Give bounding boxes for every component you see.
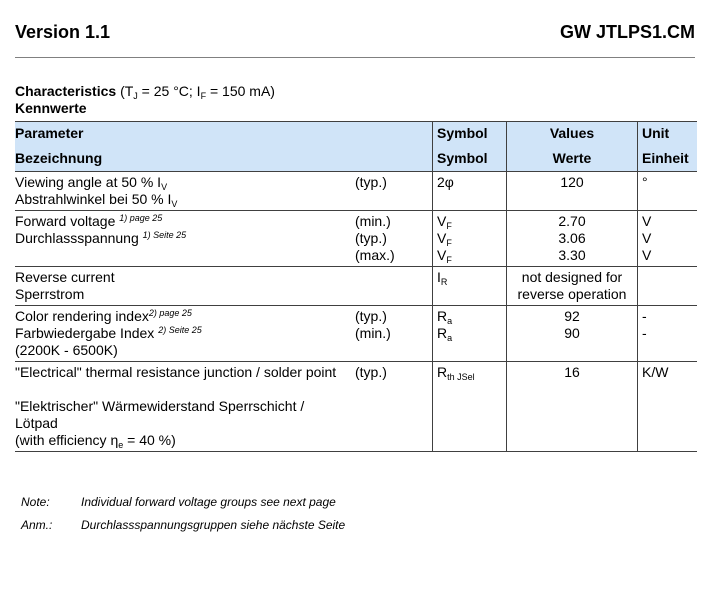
spacer [15, 381, 355, 398]
note-text: Individual forward voltage groups see next page [81, 495, 336, 509]
header-parameter [15, 122, 433, 172]
sub: F [446, 238, 452, 248]
param-forward-voltage [15, 211, 355, 267]
qual-min: (min.) [355, 213, 391, 229]
symbol [433, 267, 507, 306]
footnote-ref: 1) Seite 25 [142, 230, 187, 240]
qual-max: (max.) [355, 247, 395, 263]
unit: V [642, 230, 652, 246]
value-typ: 3.06 [558, 230, 586, 246]
text: R [437, 364, 448, 380]
symbol [437, 308, 506, 325]
sub: th JSel [447, 372, 475, 382]
symbol [437, 230, 506, 247]
sub: F [446, 255, 452, 265]
text: = 40 %) [123, 432, 176, 448]
symbol [437, 213, 506, 230]
values [507, 306, 638, 362]
version-label: Version 1.1 [15, 22, 111, 42]
text: Color rendering index [15, 308, 149, 324]
header-divider [15, 57, 695, 58]
param-de-line-1: "Elektrischer" Wärmewiderstand Sperrschicht / [15, 398, 305, 414]
sub: V [161, 182, 168, 192]
header-values-de: Werte [552, 150, 592, 166]
unit: V [642, 213, 652, 229]
param-range: (2200K - 6500K) [15, 342, 118, 358]
param-thermal-resistance [15, 362, 355, 452]
header-parameter-en: Parameter [15, 125, 84, 141]
value-line-1: not designed for [521, 269, 623, 285]
units [638, 306, 698, 362]
param-de [15, 325, 355, 342]
unit [638, 267, 698, 306]
sub: a [447, 333, 453, 343]
param-de [15, 230, 355, 247]
sub: F [446, 221, 452, 231]
page-header [15, 22, 695, 48]
table-row-color-rendering [15, 306, 697, 362]
anm-text: Durchlassspannungsgruppen siehe nächste Seite [81, 518, 346, 532]
value-min: 90 [564, 325, 580, 341]
unit: - [642, 325, 647, 341]
text: Viewing angle at 50 % I [15, 174, 162, 190]
value-line-2: reverse operation [517, 286, 627, 302]
qual-typ: (typ.) [355, 230, 387, 246]
param-viewing-angle [15, 172, 355, 211]
caption-condition [120, 83, 275, 99]
symbols [433, 211, 507, 267]
unit: V [642, 247, 652, 263]
qualifiers [355, 306, 433, 362]
param-color-rendering [15, 306, 355, 362]
symbol [433, 362, 507, 452]
text: V [437, 230, 447, 246]
value-min: 2.70 [558, 213, 586, 229]
unit: ° [638, 172, 698, 211]
param-de-line-2: Lötpad [15, 415, 58, 431]
symbol [437, 325, 506, 342]
values [507, 211, 638, 267]
header-unit-de: Einheit [642, 150, 689, 166]
param-de: Sperrstrom [15, 286, 85, 302]
header-unit [638, 122, 698, 172]
caption-title-line [15, 83, 275, 100]
cond-tj-sub: J [133, 91, 138, 101]
text: V [437, 213, 447, 229]
table-header-row [15, 122, 697, 172]
section-caption [15, 83, 275, 117]
header-parameter-de: Bezeichnung [15, 150, 103, 166]
value-typ: 92 [564, 308, 580, 324]
text: Durchlassspannung [15, 230, 143, 246]
footnote-ref: 2) Seite 25 [158, 325, 202, 335]
header-values-en: Values [549, 125, 595, 141]
sub: a [447, 316, 453, 326]
text: Farbwiedergabe Index [15, 325, 159, 341]
param-en: Reverse current [15, 269, 115, 285]
cond-close: = 150 mA) [206, 83, 275, 99]
sub: R [440, 277, 448, 287]
value: 120 [507, 172, 638, 211]
value [507, 267, 638, 306]
symbols [433, 306, 507, 362]
caption-title: Characteristics [15, 83, 117, 99]
text: R [437, 325, 448, 341]
cond-if-sub: F [200, 91, 207, 101]
table-row-forward-voltage [15, 211, 697, 267]
qualifier: (typ.) [355, 364, 387, 380]
text: I [437, 269, 441, 285]
footnote-ref: 2) page 25 [148, 308, 192, 318]
header-unit-en: Unit [642, 125, 670, 141]
header-values [507, 122, 638, 172]
header-symbol [433, 122, 507, 172]
text: (with efficiency η [15, 432, 119, 448]
caption-subtitle: Kennwerte [15, 100, 87, 116]
qualifier [355, 267, 433, 306]
sub: V [171, 199, 178, 209]
table-row-thermal-resistance [15, 362, 697, 452]
anm-label: Anm.: [21, 518, 53, 532]
symbol: 2φ [433, 172, 507, 211]
characteristics-table [15, 121, 697, 452]
table-row-viewing-angle [15, 172, 697, 211]
table-row-reverse-current [15, 267, 697, 306]
param-reverse-current [15, 267, 355, 306]
qualifiers [355, 211, 433, 267]
footnote-ref: 1) page 25 [119, 213, 163, 223]
header-symbol-de: Symbol [437, 150, 488, 166]
param-efficiency [15, 432, 355, 449]
symbol [437, 247, 506, 264]
param-en [15, 213, 355, 230]
units [638, 211, 698, 267]
qual-typ: (typ.) [355, 308, 387, 324]
part-number: GW JTLPS1.CM [559, 22, 695, 42]
unit: K/W [638, 362, 698, 452]
text: Abstrahlwinkel bei 50 % I [15, 191, 172, 207]
param-de [15, 191, 355, 208]
sub: e [118, 440, 124, 450]
header-symbol-en: Symbol [437, 125, 488, 141]
value: 16 [507, 362, 638, 452]
unit: - [642, 308, 647, 324]
text: R [437, 308, 448, 324]
qualifier: (typ.) [355, 174, 387, 190]
param-en [15, 308, 355, 325]
text: V [437, 247, 447, 263]
note-label: Note: [21, 495, 50, 509]
text: Forward voltage [15, 213, 120, 229]
qual-min: (min.) [355, 325, 391, 341]
param-en: "Electrical" thermal resistance junction / solder point [15, 364, 337, 380]
value-max: 3.30 [558, 247, 586, 263]
cond-open: (T [120, 83, 134, 99]
param-en [15, 174, 355, 191]
cond-mid: = 25 °C; I [137, 83, 201, 99]
